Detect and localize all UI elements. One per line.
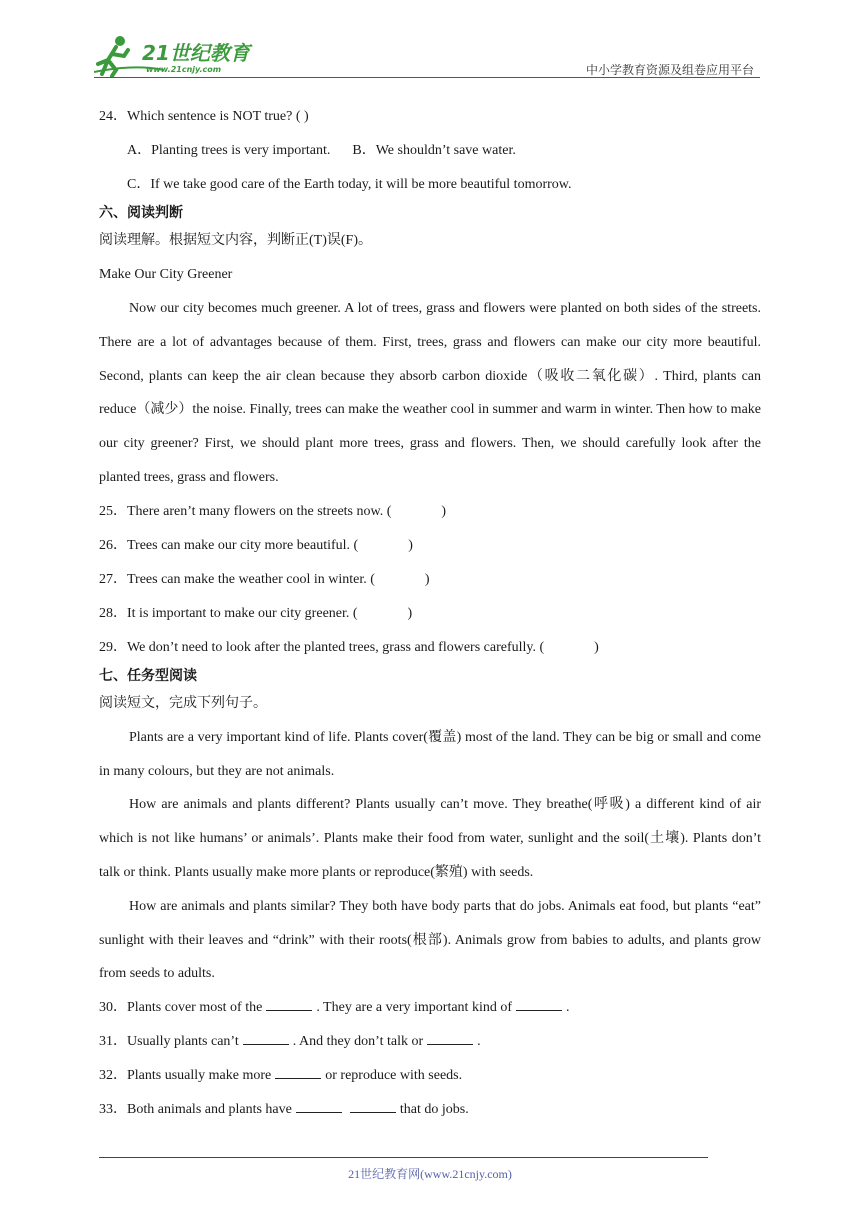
section-6-title: 六、阅读判断 [99, 205, 183, 221]
question-24-options-ab [99, 134, 761, 168]
passage-paragraph-1: Plants are a very important kind of life. Plants cover(覆盖) most of the land. They can be big or small and come in many colours, but they are not animals. [99, 729, 761, 779]
answer-blank[interactable] [296, 1100, 342, 1113]
question-25: 25．There aren’t many flowers on the streets now. ( ) [99, 503, 447, 519]
footer-text[interactable]: 21世纪教育网(www.21cnjy.com) [348, 1167, 512, 1181]
passage-paragraph-2: How are animals and plants different? Plants usually can’t move. They breathe(呼吸) a different kind of air which is not like humans’ or animals’. Plants make their food from water, sunlight and the soil(土壤). Plants don’t talk or think. Plants usually make more plants or reproduce(繁殖) with seeds. [99, 797, 761, 880]
runner-logo-icon [94, 34, 264, 78]
header-divider [94, 77, 760, 78]
question-24-option-c: C．If we take good care of the Earth today, it will be more beautiful tomorrow. [127, 177, 572, 192]
question-27: 27．Trees can make the weather cool in winter. ( ) [99, 571, 430, 587]
option-b: B．We shouldn’t save water. [352, 143, 516, 158]
passage-title: Make Our City Greener [99, 267, 233, 282]
answer-blank[interactable] [243, 1032, 289, 1045]
passage-paragraph-3: How are animals and plants similar? They both have body parts that do jobs. Animals eat food, but plants “eat” sunlight with their leaves and “drink” with their roots(根部). Animals grow from babies to adults, and plants grow from seeds to adults. [99, 898, 761, 982]
platform-name: 中小学教育资源及组卷应用平台 [585, 63, 754, 77]
section-7-title: 七、任务型阅读 [99, 667, 197, 684]
footer-divider [99, 1157, 708, 1158]
question-24: 24．Which sentence is NOT true? ( ) [99, 109, 309, 124]
question-28: 28．It is important to make our city greener. ( ) [99, 605, 413, 621]
option-a: A．Planting trees is very important. [127, 143, 331, 158]
answer-blank[interactable] [427, 1032, 473, 1045]
document-content [99, 100, 761, 1127]
section-7-instruction: 阅读短文，完成下列句子。 [99, 695, 267, 711]
answer-blank[interactable] [266, 998, 312, 1011]
question-30: 30．Plants cover most of the . They are a very important kind of . [99, 1000, 570, 1016]
question-32: 32．Plants usually make more or reproduce with seeds. [99, 1068, 463, 1084]
passage-text: Now our city becomes much greener. A lot of trees, grass and flowers were planted on both sides of the streets. There are a lot of advantages because of them. First, trees, grass and flowers can make our city more beautiful. Second, plants can keep the air clean because they absorb carbon dioxide（吸收二氧化碳）. Third, plants can reduce（减少）the noise. Finally, trees can make the weather cool in summer and warm in winter. Then how to make our city greener? First, we should plant more trees, grass and flowers. Then, we should carefully look after the planted trees, grass and flowers. [99, 301, 761, 485]
question-31: 31．Usually plants can’t . And they don’t talk or . [99, 1034, 481, 1050]
svg-text:www.21cnjy.com: www.21cnjy.com [146, 65, 222, 74]
svg-text:21世纪教育: 21世纪教育 [142, 41, 250, 65]
question-29: 29．We don’t need to look after the planted trees, grass and flowers carefully. ( ) [99, 639, 599, 655]
answer-blank[interactable] [275, 1066, 321, 1079]
question-33: 33．Both animals and plants have that do jobs. [99, 1102, 469, 1118]
site-logo [94, 34, 264, 78]
answer-blank[interactable] [516, 998, 562, 1011]
answer-blank[interactable] [350, 1100, 396, 1113]
question-26: 26．Trees can make our city more beautiful. ( ) [99, 537, 413, 553]
section-6-instruction: 阅读理解。根据短文内容，判断正(T)误(F)。 [99, 233, 372, 248]
